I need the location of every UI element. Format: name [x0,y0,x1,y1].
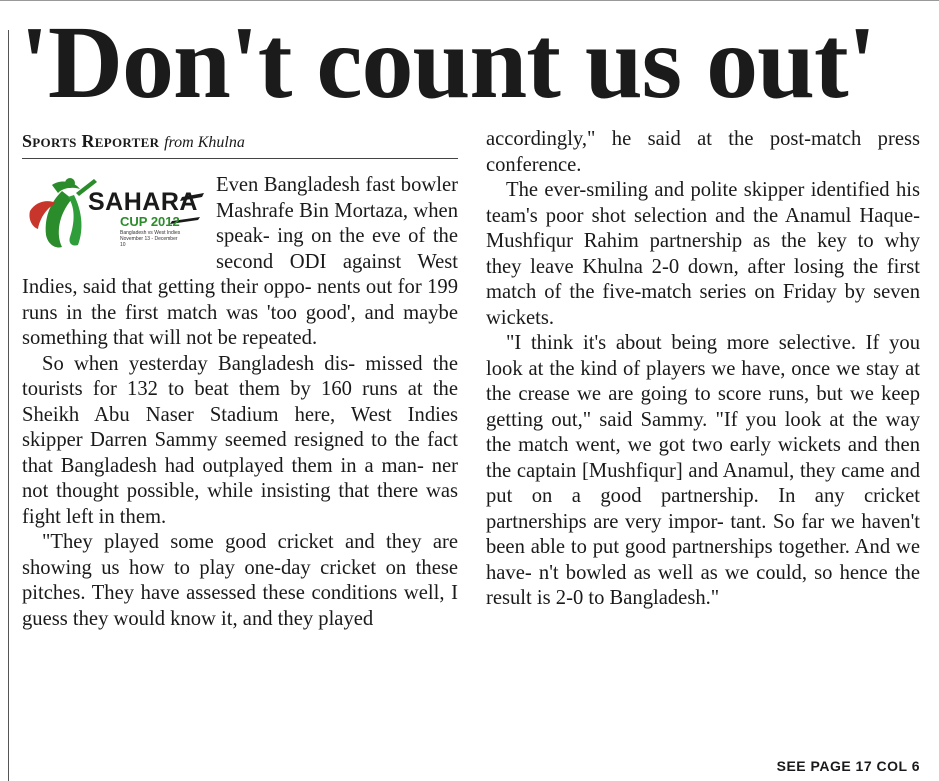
column1-paragraph-3: "They played some good cricket and they are showing us how to play one-day cricket on these pitches. They have assessed these conditions well, I guess they would know it, and they played [22,531,458,630]
logo-cup: CUP 2012 [120,214,180,229]
logo-brand: SAHARA [88,188,198,216]
left-column-rule [8,30,9,781]
byline [22,130,458,154]
byline-location: from Khulna [164,134,245,151]
headline: 'Don't count us out' [20,5,876,120]
column1-paragraph-1: Even Bangladesh fast bowler Mashrafe Bin Mortaza, when speak- ing on the eve of the second ODI against West Indies, said that getting their oppo- nents out for 199 runs in the first match was 'too good', and maybe something that will not be repeated. [22,174,458,349]
column2-paragraph-1: accordingly," he said at the post-match press conference. [486,128,920,176]
byline-reporter: Sports Reporter [22,131,160,151]
logo-subtitle: Bangladesh vs West Indies November 13 - December 10 [120,230,181,248]
continued-on-link[interactable]: SEE PAGE 17 COL 6 [776,758,920,774]
top-border [0,0,939,1]
article-column-2 [486,127,920,612]
article-column-1 [22,173,458,632]
column2-paragraph-3: "I think it's about being more selective. If you look at the kind of players we have, once we stay at the crease we are going to score runs, but we keep getting out," said Sammy. "If you look at the way the match went, we got two early wickets and then the captain [Mushfiqur] and Anamul, they came and put on a good partnership. In any cricket partnerships are very impor- tant. So far we haven't been able to put good partnerships together. And we have- n't bowled as well as we could, so hence the result is 2-0 to Bangladesh." [486,332,920,609]
column2-paragraph-2: The ever-smiling and polite skipper identified his team's poor shot selection and the Anamul Haque-Mushfiqur Rahim partnership as the key to why they leave Khulna 2-0 down, after losing the first match of the five-match series on Friday by seven wickets. [486,179,920,329]
byline-divider [22,158,458,159]
column1-paragraph-2: So when yesterday Bangladesh dis- missed the tourists for 132 to beat them by 160 runs at the Sheikh Abu Naser Stadium here, West Indies skipper Darren Sammy seemed resigned to the fact that Bangladesh had outplayed them in a man- ner not thought possible, while insisting that there was fight left in them. [22,352,458,528]
sahara-cup-logo [22,175,210,253]
